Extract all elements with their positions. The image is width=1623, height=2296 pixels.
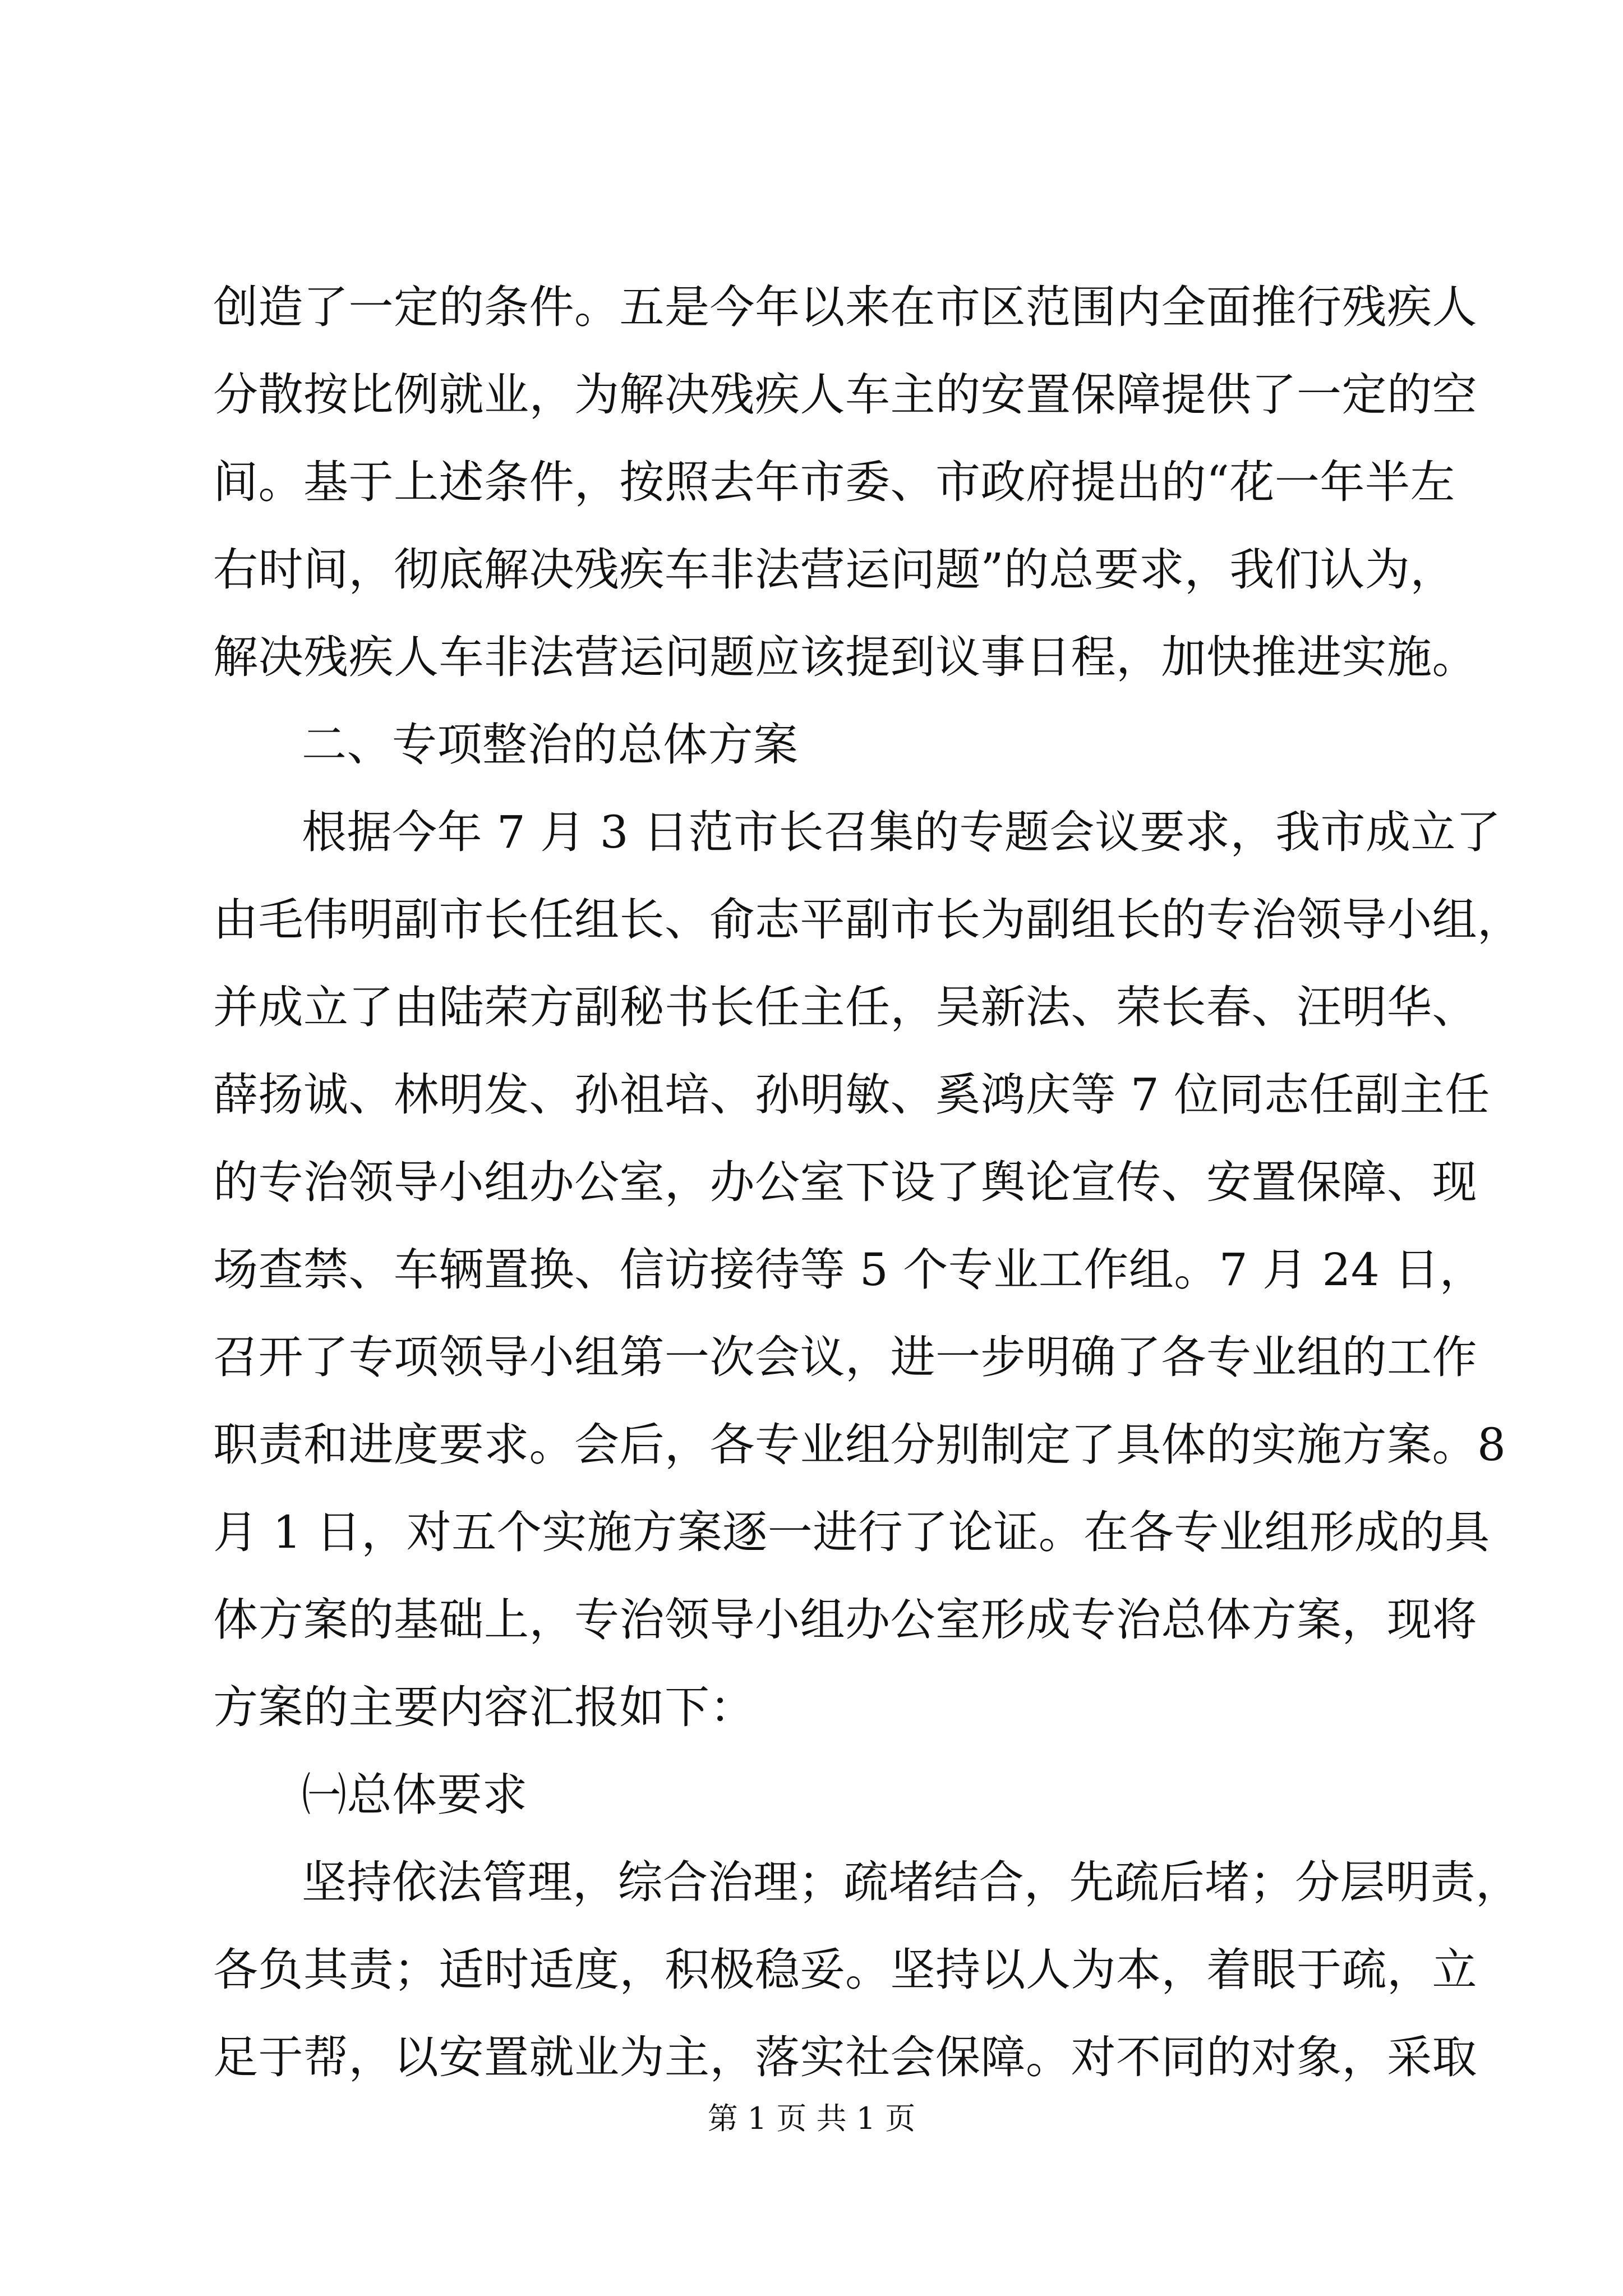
subsection-heading: ㈠总体要求 <box>302 1769 528 1821</box>
text-line: 坚持依法管理，综合治理；疏堵结合，先疏后堵；分层明责， <box>302 1856 1521 1908</box>
text-line: 间。基于上述条件，按照去年市委、市政府提出的“花一年半左 <box>213 456 1455 508</box>
text-line: 并成立了由陆荣方副秘书长任主任，吴新法、荣长春、汪明华、 <box>213 981 1477 1033</box>
text-line: 体方案的基础上，专治领导小组办公室形成专治总体方案，现将 <box>213 1594 1477 1646</box>
text-line: 召开了专项领导小组第一次会议，进一步明确了各专业组的工作 <box>213 1331 1477 1383</box>
text-line: 月 1 日，对五个实施方案逐一进行了论证。在各专业组形成的具 <box>213 1506 1490 1558</box>
text-line: 分散按比例就业，为解决残疾人车主的安置保障提供了一定的空 <box>213 369 1477 421</box>
text-line: 场查禁、车辆置换、信访接待等 5 个专业工作组。7 月 24 日， <box>213 1244 1485 1296</box>
section-heading: 二、专项整治的总体方案 <box>302 719 799 771</box>
text-line: 根据今年 7 月 3 日范市长召集的专题会议要求，我市成立了 <box>302 806 1501 858</box>
text-line: 创造了一定的条件。五是今年以来在市区范围内全面推行残疾人 <box>213 281 1477 333</box>
text-line: 足于帮，以安置就业为主，落实社会保障。对不同的对象，采取 <box>213 2031 1477 2083</box>
text-line: 解决残疾人车非法营运问题应该提到议事日程，加快推进实施。 <box>213 631 1477 683</box>
text-line: 职责和进度要求。会后，各专业组分别制定了具体的实施方案。8 <box>213 1419 1506 1471</box>
text-line: 各负其责；适时适度，积极稳妥。坚持以人为本，着眼于疏，立 <box>213 1944 1477 1996</box>
document-body <box>213 264 1523 2101</box>
text-line: 方案的主要内容汇报如下： <box>213 1681 755 1733</box>
page-footer: 第 1 页 共 1 页 <box>707 2101 916 2136</box>
text-line: 由毛伟明副市长任组长、俞志平副市长为副组长的专治领导小组， <box>213 894 1523 946</box>
text-line: 的专治领导小组办公室，办公室下设了舆论宣传、安置保障、现 <box>213 1156 1477 1208</box>
text-line: 右时间，彻底解决残疾车非法营运问题”的总要求，我们认为， <box>213 544 1455 596</box>
text-line: 薛扬诚、林明发、孙祖培、孙明敏、奚鸿庆等 7 位同志任副主任 <box>213 1069 1490 1121</box>
